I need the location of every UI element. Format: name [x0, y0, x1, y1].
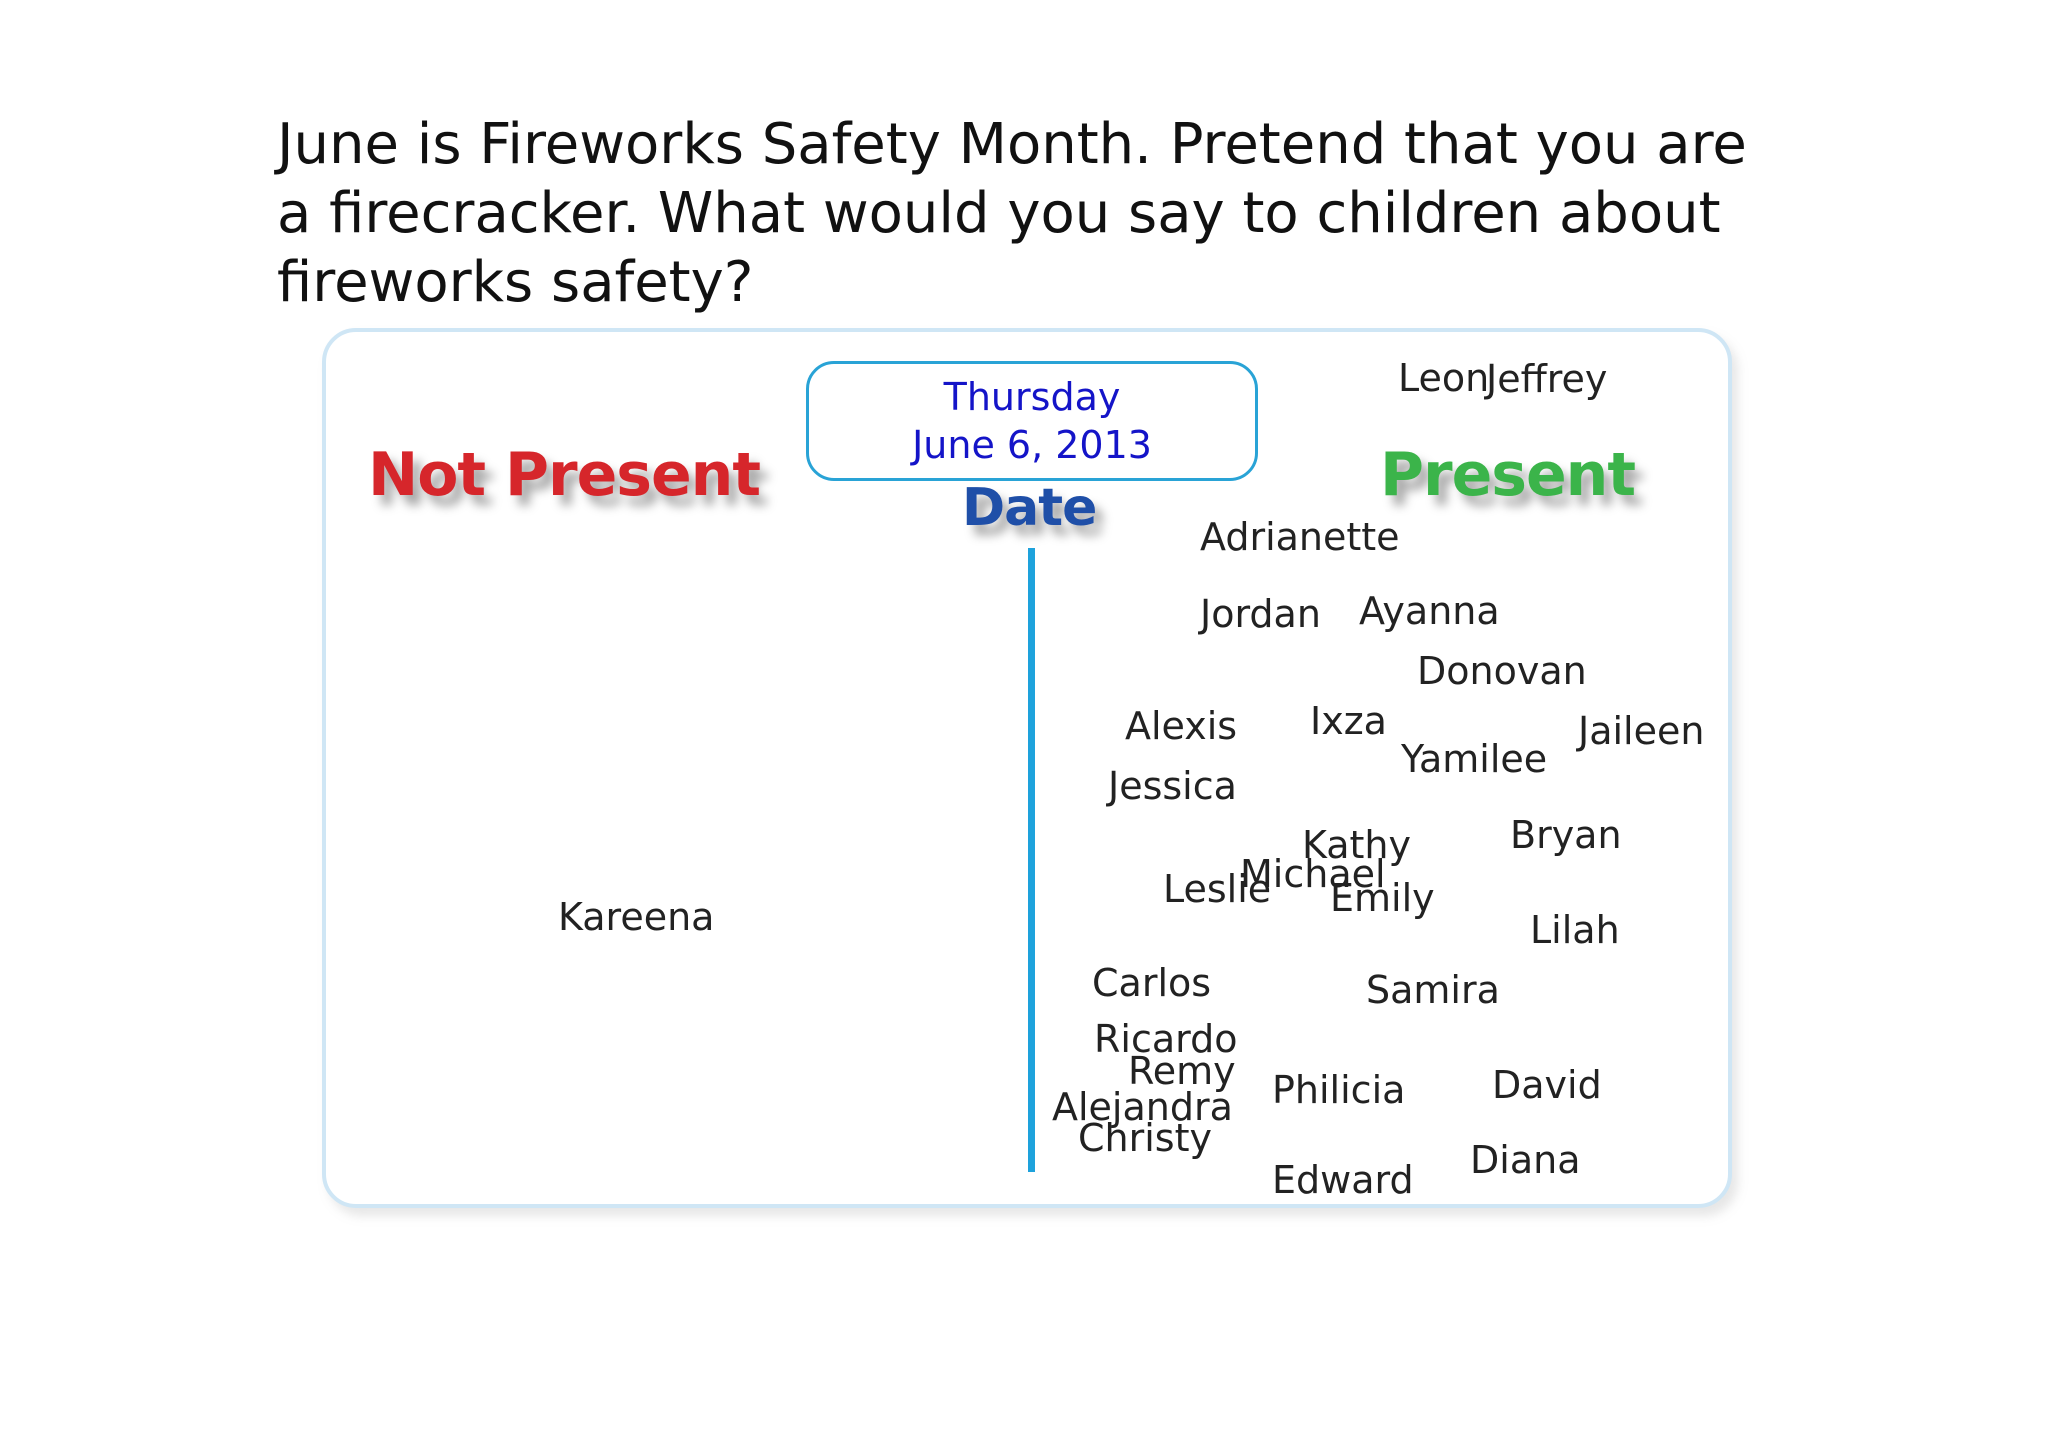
present-student[interactable]: Leon: [1398, 356, 1490, 400]
present-student[interactable]: Emily: [1330, 876, 1435, 920]
present-student[interactable]: Edward: [1272, 1158, 1414, 1202]
present-student[interactable]: Lilah: [1530, 908, 1620, 952]
present-student[interactable]: David: [1492, 1063, 1602, 1107]
present-student[interactable]: Ayanna: [1359, 589, 1500, 633]
date-day: Thursday: [943, 375, 1121, 419]
present-student[interactable]: Jaileen: [1578, 709, 1705, 753]
present-student[interactable]: Diana: [1470, 1138, 1581, 1182]
prompt-text: June is Fireworks Safety Month. Pretend that you are a firecracker. What would you say to children about fireworks safety?: [277, 112, 1747, 315]
present-student[interactable]: Ricardo: [1094, 1017, 1238, 1061]
present-student[interactable]: Donovan: [1417, 649, 1587, 693]
present-student[interactable]: Philicia: [1272, 1068, 1406, 1112]
present-student[interactable]: Alejandra: [1052, 1085, 1233, 1129]
present-student[interactable]: Remy: [1128, 1049, 1236, 1093]
present-student[interactable]: Leslie: [1163, 867, 1272, 911]
date-box: [806, 361, 1258, 481]
date-value: June 6, 2013: [912, 423, 1152, 467]
present-student[interactable]: Yamilee: [1401, 737, 1548, 781]
divider-line: [1028, 548, 1035, 1172]
present-student[interactable]: Bryan: [1510, 813, 1622, 857]
present-student[interactable]: Samira: [1366, 968, 1500, 1012]
not-present-label: Not Present: [368, 440, 761, 510]
date-label: Date: [962, 478, 1097, 538]
not-present-student[interactable]: Kareena: [558, 895, 715, 939]
present-student[interactable]: Adrianette: [1200, 515, 1400, 559]
present-student[interactable]: Alexis: [1125, 704, 1238, 748]
present-student[interactable]: Jordan: [1200, 592, 1321, 636]
present-student[interactable]: Christy: [1078, 1116, 1212, 1160]
present-student[interactable]: Ixza: [1310, 699, 1387, 743]
present-label: Present: [1380, 440, 1636, 510]
present-student[interactable]: Kathy: [1302, 823, 1412, 867]
present-student[interactable]: Jessica: [1108, 764, 1237, 808]
present-student[interactable]: Carlos: [1092, 961, 1212, 1005]
present-student[interactable]: Jeffrey: [1486, 357, 1608, 401]
present-student[interactable]: Michael: [1240, 852, 1386, 896]
